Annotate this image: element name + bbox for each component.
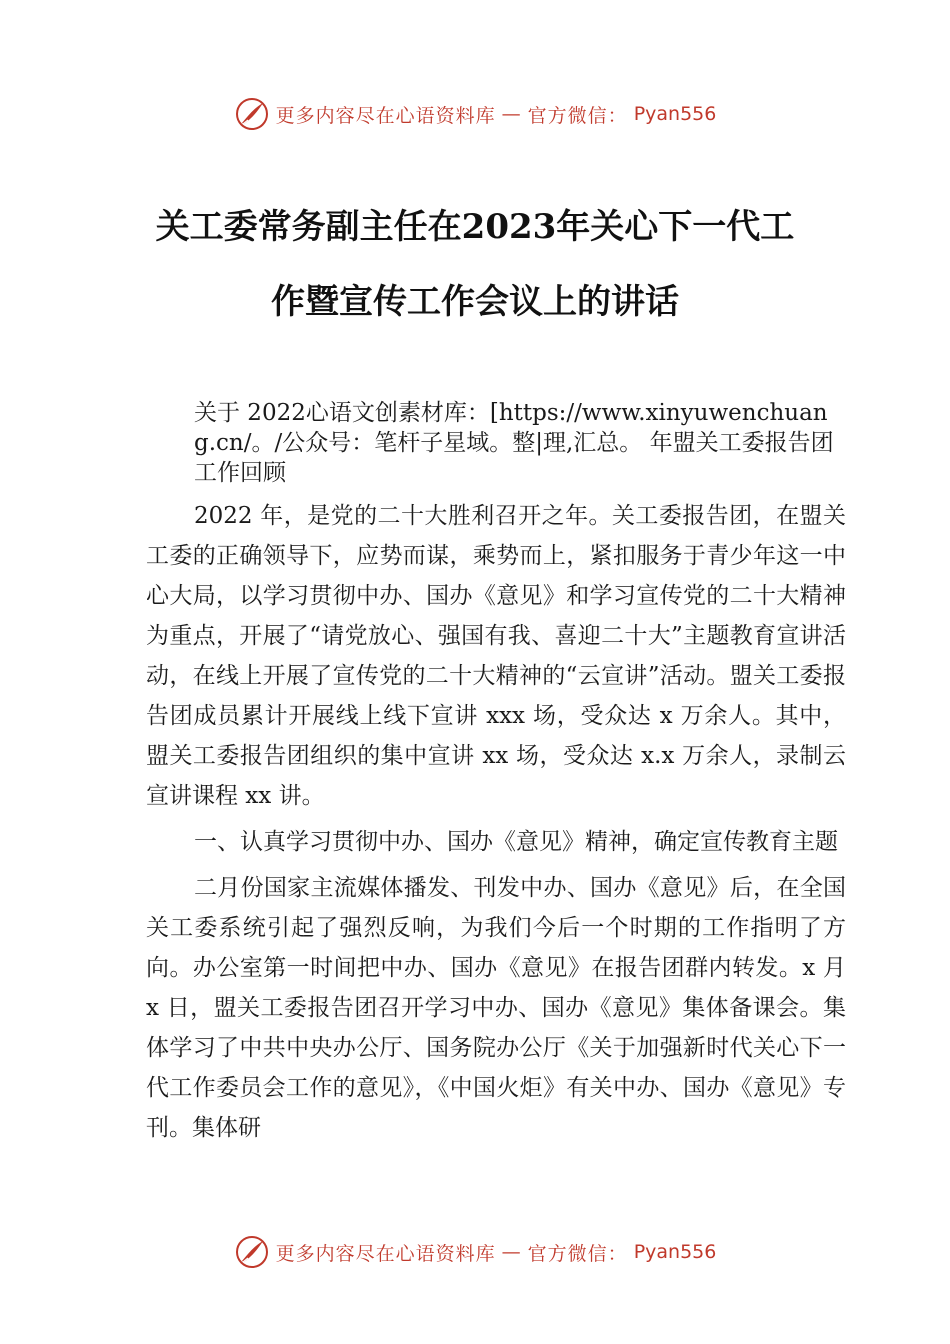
quill-seal-icon (234, 1234, 270, 1270)
watermark-separator: — (501, 1241, 522, 1263)
intro-paragraph: 关于 2022心语文创素材库：[https://www.xinyuwenchuang.cn/。/公众号：笔杆子星域。整|理,汇总。 年盟关工委报告团工作回顾 (194, 400, 834, 486)
watermark-brand: 更多内容尽在心语资料库 (275, 104, 496, 127)
header-watermark (0, 94, 950, 134)
document-title-line-2: 作暨宣传工作会议上的讲话 (271, 282, 679, 322)
watermark-wechat-label: 官方微信： (527, 1242, 628, 1265)
quill-seal-icon (234, 96, 270, 132)
footer-watermark (0, 1232, 950, 1272)
watermark-brand: 更多内容尽在心语资料库 (275, 1242, 496, 1265)
watermark-wechat-label: 官方微信： (527, 104, 628, 127)
watermark-separator: — (501, 103, 522, 125)
watermark-wechat-id: Pyan556 (633, 103, 717, 125)
watermark-wechat-id: Pyan556 (633, 1241, 717, 1263)
document-body (146, 398, 846, 1154)
body-paragraph: 2022 年，是党的二十大胜利召开之年。关工委报告团，在盟关工委的正确领导下，应势而谋，乘势而上，紧扣服务于青少年这一中心大局，以学习贯彻中办、国办《意见》和学习宣传党的二十大精神为重点，开展了“请党放心、强国有我、喜迎二十大”主题教育宣讲活动，在线上开展了宣传党的二十大精神的“云宣讲”活动。盟关工委报告团成员累计开展线上线下宣讲 xxx 场，受众达 x 万余人。其中，盟关工委报告团组织的集中宣讲 xx 场，受众达 x.x 万余人，录制云宣讲课程 xx 讲。 (146, 503, 846, 809)
section-heading: 一、认真学习贯彻中办、国办《意见》精神，确定宣传教育主题 (194, 829, 838, 855)
document-title-line-1: 关工委常务副主任在2023年关心下一代工 (155, 207, 795, 247)
body-paragraph: 二月份国家主流媒体播发、刊发中办、国办《意见》后，在全国关工委系统引起了强烈反响，为我们今后一个时期的工作指明了方向。办公室第一时间把中办、国办《意见》在报告团群内转发。x 月 x 日，盟关工委报告团召开学习中办、国办《意见》集体备课会。集体学习了中共中央办公厅、国务院办公厅《关于加强新时代关心下一代工作委员会工作的意见》，《中国火炬》有关中办、国办《意见》专刊。集体研 (146, 875, 846, 1141)
